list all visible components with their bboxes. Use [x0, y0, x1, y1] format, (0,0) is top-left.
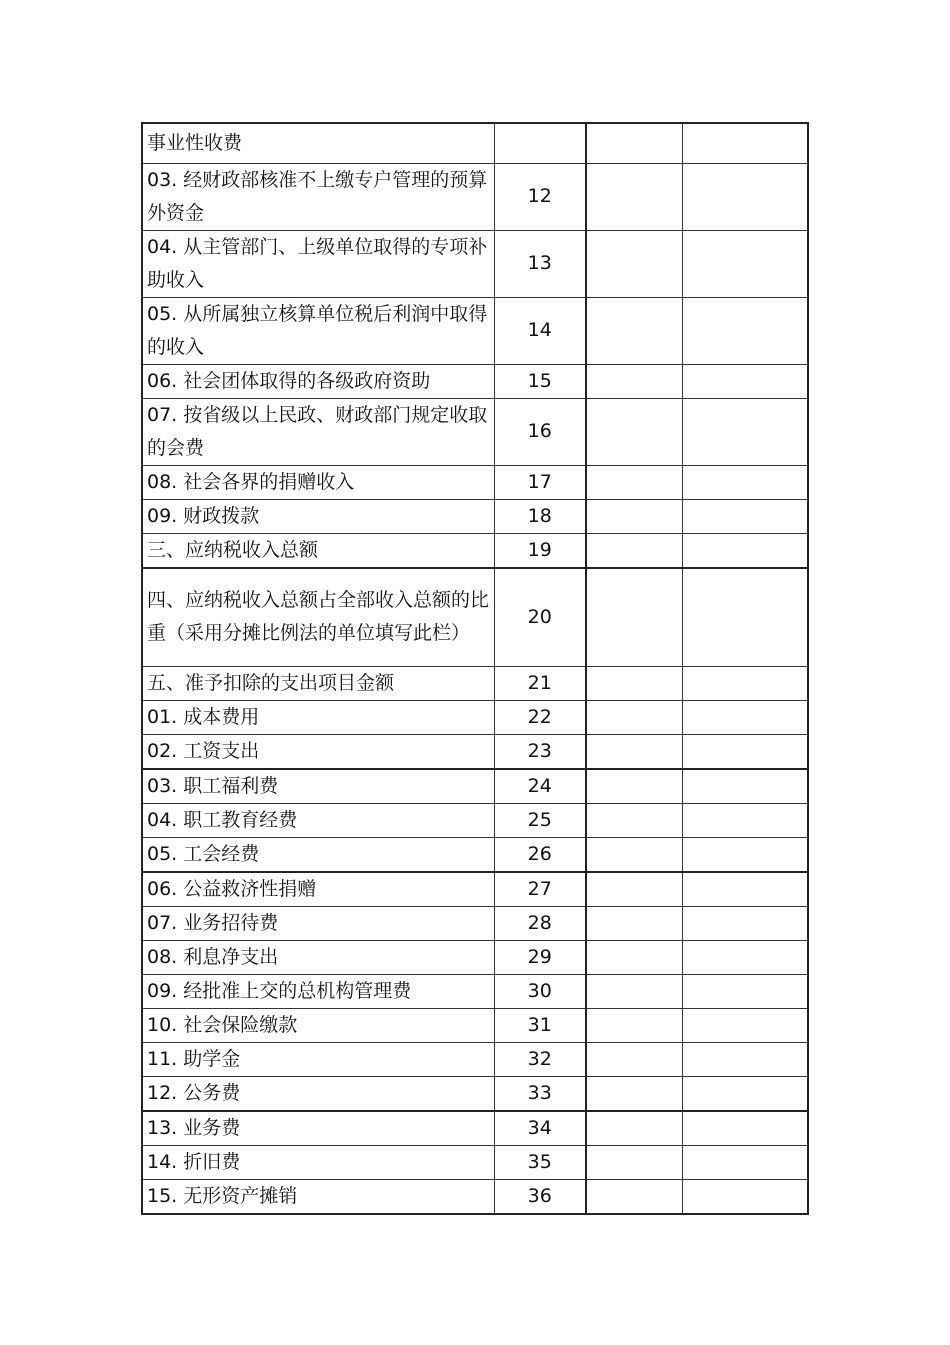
amount-cell[interactable]: [682, 667, 808, 701]
amount-cell[interactable]: [682, 907, 808, 941]
line-number: 27: [494, 872, 586, 907]
table-row: [142, 230, 808, 297]
amount-cell[interactable]: [682, 701, 808, 735]
amount-cell[interactable]: [682, 123, 808, 163]
table-row: [142, 398, 808, 465]
item-label: 14. 折旧费: [142, 1146, 494, 1180]
line-number: [494, 123, 586, 163]
item-label: 07. 业务招待费: [142, 907, 494, 941]
amount-cell[interactable]: [586, 1043, 682, 1077]
amount-cell[interactable]: [682, 1043, 808, 1077]
item-label: 03. 职工福利费: [142, 769, 494, 804]
item-label: 15. 无形资产摊销: [142, 1180, 494, 1215]
form-table: [141, 122, 809, 1215]
table-row: [142, 769, 808, 804]
amount-cell[interactable]: [682, 297, 808, 364]
amount-cell[interactable]: [682, 1146, 808, 1180]
amount-cell[interactable]: [682, 465, 808, 499]
amount-cell[interactable]: [586, 499, 682, 533]
line-number: 17: [494, 465, 586, 499]
amount-cell[interactable]: [586, 769, 682, 804]
amount-cell[interactable]: [682, 1077, 808, 1112]
table-row: [142, 533, 808, 568]
line-number: 15: [494, 364, 586, 398]
table-row: [142, 465, 808, 499]
item-label: 11. 助学金: [142, 1043, 494, 1077]
amount-cell[interactable]: [682, 872, 808, 907]
item-label: 10. 社会保险缴款: [142, 1009, 494, 1043]
item-label: 05. 工会经费: [142, 838, 494, 873]
table-row: [142, 499, 808, 533]
line-number: 33: [494, 1077, 586, 1112]
line-number: 22: [494, 701, 586, 735]
amount-cell[interactable]: [586, 297, 682, 364]
line-number: 18: [494, 499, 586, 533]
amount-cell[interactable]: [586, 667, 682, 701]
table-row: [142, 804, 808, 838]
line-number: 20: [494, 568, 586, 667]
table-row: [142, 667, 808, 701]
amount-cell[interactable]: [682, 1111, 808, 1146]
income-expense-form: [141, 122, 807, 1215]
item-label: 12. 公务费: [142, 1077, 494, 1112]
amount-cell[interactable]: [682, 975, 808, 1009]
amount-cell[interactable]: [586, 533, 682, 568]
table-row: [142, 163, 808, 230]
amount-cell[interactable]: [682, 838, 808, 873]
line-number: 31: [494, 1009, 586, 1043]
amount-cell[interactable]: [586, 838, 682, 873]
item-label: 07. 按省级以上民政、财政部门规定收取的会费: [142, 398, 494, 465]
amount-cell[interactable]: [586, 230, 682, 297]
amount-cell[interactable]: [586, 163, 682, 230]
table-row: [142, 1077, 808, 1112]
table-row: [142, 1043, 808, 1077]
table-row: [142, 907, 808, 941]
amount-cell[interactable]: [586, 941, 682, 975]
line-number: 14: [494, 297, 586, 364]
amount-cell[interactable]: [586, 1077, 682, 1112]
amount-cell[interactable]: [586, 465, 682, 499]
item-label: 三、应纳税收入总额: [142, 533, 494, 568]
table-row: [142, 123, 808, 163]
table-row: [142, 1146, 808, 1180]
line-number: 32: [494, 1043, 586, 1077]
line-number: 16: [494, 398, 586, 465]
amount-cell[interactable]: [586, 123, 682, 163]
amount-cell[interactable]: [682, 1180, 808, 1215]
amount-cell[interactable]: [586, 735, 682, 770]
amount-cell[interactable]: [682, 568, 808, 667]
line-number: 12: [494, 163, 586, 230]
amount-cell[interactable]: [586, 804, 682, 838]
line-number: 26: [494, 838, 586, 873]
amount-cell[interactable]: [586, 1180, 682, 1215]
line-number: 34: [494, 1111, 586, 1146]
line-number: 30: [494, 975, 586, 1009]
item-label: 02. 工资支出: [142, 735, 494, 770]
amount-cell[interactable]: [586, 1146, 682, 1180]
item-label: 08. 利息净支出: [142, 941, 494, 975]
line-number: 24: [494, 769, 586, 804]
line-number: 28: [494, 907, 586, 941]
amount-cell[interactable]: [682, 533, 808, 568]
amount-cell[interactable]: [586, 568, 682, 667]
table-row: [142, 838, 808, 873]
amount-cell[interactable]: [682, 230, 808, 297]
table-row: [142, 1111, 808, 1146]
item-label: 事业性收费: [142, 123, 494, 163]
line-number: 21: [494, 667, 586, 701]
item-label: 09. 经批准上交的总机构管理费: [142, 975, 494, 1009]
amount-cell[interactable]: [586, 701, 682, 735]
item-label: 06. 社会团体取得的各级政府资助: [142, 364, 494, 398]
item-label: 04. 从主管部门、上级单位取得的专项补助收入: [142, 230, 494, 297]
table-row: [142, 364, 808, 398]
amount-cell[interactable]: [586, 1009, 682, 1043]
item-label: 08. 社会各界的捐赠收入: [142, 465, 494, 499]
table-row: [142, 735, 808, 770]
amount-cell[interactable]: [682, 941, 808, 975]
table-row: [142, 941, 808, 975]
table-row: [142, 975, 808, 1009]
amount-cell[interactable]: [682, 735, 808, 770]
line-number: 23: [494, 735, 586, 770]
table-row: [142, 1180, 808, 1215]
item-label: 04. 职工教育经费: [142, 804, 494, 838]
table-row: [142, 297, 808, 364]
amount-cell[interactable]: [586, 1111, 682, 1146]
line-number: 13: [494, 230, 586, 297]
item-label: 01. 成本费用: [142, 701, 494, 735]
amount-cell[interactable]: [682, 499, 808, 533]
item-label: 四、应纳税收入总额占全部收入总额的比重（采用分摊比例法的单位填写此栏）: [142, 568, 494, 667]
amount-cell[interactable]: [586, 398, 682, 465]
item-label: 五、准予扣除的支出项目金额: [142, 667, 494, 701]
amount-cell[interactable]: [682, 398, 808, 465]
item-label: 06. 公益救济性捐赠: [142, 872, 494, 907]
item-label: 13. 业务费: [142, 1111, 494, 1146]
item-label: 09. 财政拨款: [142, 499, 494, 533]
line-number: 25: [494, 804, 586, 838]
amount-cell[interactable]: [682, 1009, 808, 1043]
line-number: 36: [494, 1180, 586, 1215]
amount-cell[interactable]: [586, 907, 682, 941]
amount-cell[interactable]: [682, 163, 808, 230]
item-label: 05. 从所属独立核算单位税后利润中取得的收入: [142, 297, 494, 364]
table-row: [142, 568, 808, 667]
amount-cell[interactable]: [586, 872, 682, 907]
item-label: 03. 经财政部核准不上缴专户管理的预算外资金: [142, 163, 494, 230]
amount-cell[interactable]: [586, 975, 682, 1009]
table-row: [142, 872, 808, 907]
amount-cell[interactable]: [682, 804, 808, 838]
table-row: [142, 701, 808, 735]
amount-cell[interactable]: [586, 364, 682, 398]
line-number: 29: [494, 941, 586, 975]
line-number: 35: [494, 1146, 586, 1180]
line-number: 19: [494, 533, 586, 568]
table-row: [142, 1009, 808, 1043]
amount-cell[interactable]: [682, 769, 808, 804]
amount-cell[interactable]: [682, 364, 808, 398]
